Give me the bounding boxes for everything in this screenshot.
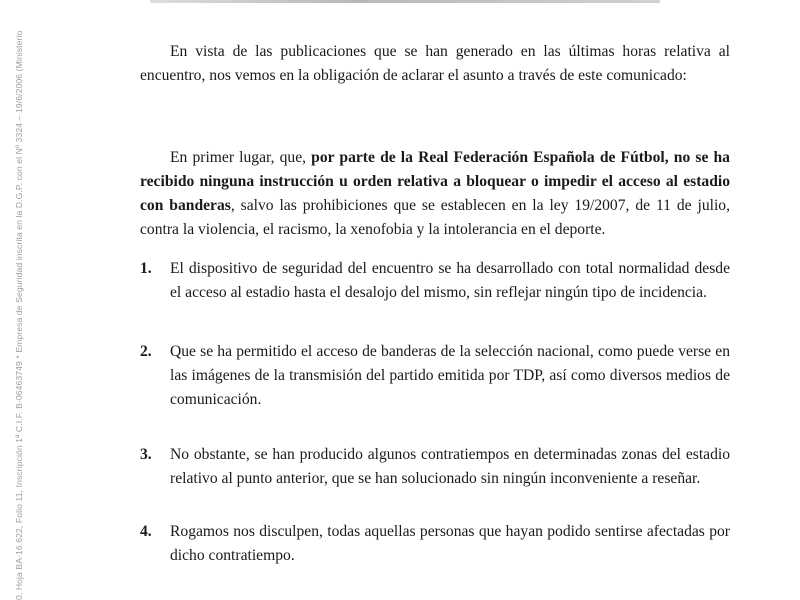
list-item-text: Rogamos nos disculpen, todas aquellas personas que hayan podido sentirse afectadas por dicho contratiempo. [170,523,730,564]
intro-paragraph: En vista de las publicaciones que se han generado en las últimas horas relativa al encuentro, nos vemos en la obligación de aclarar el asunto a través de este comunicado: [140,43,730,84]
list-item-text: Que se ha permitido el acceso de banderas de la selección nacional, como puede verse en las imágenes de la transmisión del partido emitida por TDP, así como diversos medios de comunicación. [170,343,730,408]
first-point-paragraph [140,146,730,242]
cut-off-header-line [150,0,660,3]
list-item-1 [140,257,730,305]
registration-side-note [0,0,24,600]
list-item-4 [140,520,730,568]
side-note-text: 0, Hoja BA-16.622, Folio 11, Inscripción 1ª C.I.F. B-06463749 * Empresa de Seguridad inscrita en la D.G.P. con el Nº 3324 – 19/6/2006 (Ministerio [14,30,24,600]
list-item-text: El dispositivo de seguridad del encuentro se ha desarrollado con total normalidad desde el acceso al estadio hasta el desalojo del mismo, sin reflejar ningún tipo de incidencia. [170,260,730,301]
list-item-2 [140,340,730,412]
list-item-number: 4. [140,523,152,540]
list-item-text: No obstante, se han producido algunos contratiempos en determinadas zonas del estadio relativo al punto anterior, que se han solucionado sin ningún inconveniente a reseñar. [170,446,730,487]
list-item-number: 2. [140,343,152,360]
list-item-3 [140,443,730,491]
first-point-lead: En primer lugar, que, [170,149,312,166]
list-item-number: 3. [140,446,152,463]
first-point-bold: por parte de la Real Federación Española de Fútbol, no se ha recibido ninguna instrucción u orden relativa a bloquear o impedir el acceso al estadio con banderas [140,149,730,214]
first-point-rest: , salvo las prohibiciones que se establecen en la ley 19/2007, de 11 de julio, contra la violencia, el racismo, la xenofobia y la intolerancia en el deporte. [140,197,730,238]
list-item-number: 1. [140,260,152,277]
